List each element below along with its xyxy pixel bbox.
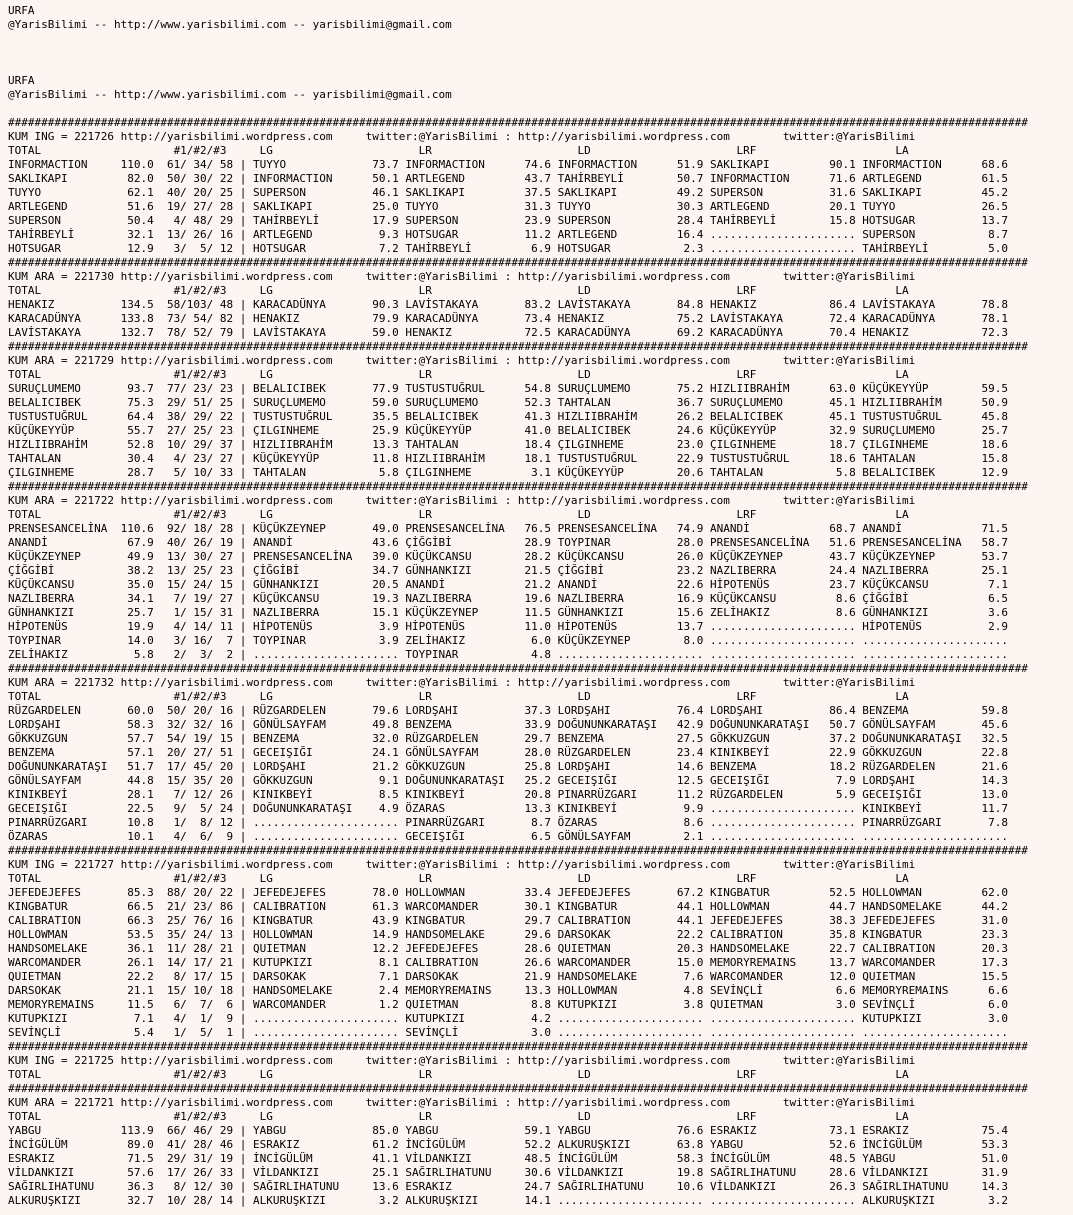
table-row: KINIKBEYİ 28.1 7/ 12/ 26 | KINIKBEYİ 8.5 KINIKBEYİ 20.8 PINARRÜZGARI 11.2 RÜZGARDELEN 5.9 GECEIŞIĞI 13.0 — [8, 788, 1009, 801]
blank-line — [8, 102, 1068, 116]
contact-line: @YarisBilimi -- http://www.yarisbilimi.com -- yarisbilimi@gmail.com — [8, 88, 452, 101]
table-row: SURUÇLUMEMO 93.7 77/ 23/ 23 | BELALICIBEK 77.9 TUSTUSTUĞRUL 54.8 SURUÇLUMEMO 75.2 HIZLIIBRAHİM 63.0 KÜÇÜKEYYÜP 59.5 — [8, 382, 1009, 395]
table-row: HIZLIIBRAHİM 52.8 10/ 29/ 37 | HIZLIIBRAHİM 13.3 TAHTALAN 18.4 ÇILGINHEME 23.0 ÇILGINHEME 18.7 ÇILGINHEME 18.6 — [8, 438, 1009, 451]
table-row: GÖKKUZGUN 57.7 54/ 19/ 15 | BENZEMA 32.0 RÜZGARDELEN 29.7 BENZEMA 27.5 GÖKKUZGUN 37.2 DOĞUNUNKARATAŞI 32.5 — [8, 732, 1009, 745]
column-header: TOTAL #1/#2/#3 LG LR LD LRF LA — [8, 508, 909, 521]
table-row: WARCOMANDER 26.1 14/ 17/ 21 | KUTUPKIZI 8.1 CALIBRATION 26.6 WARCOMANDER 15.0 MEMORYREMAINS 13.7 WARCOMANDER 17.3 — [8, 956, 1009, 969]
column-header: TOTAL #1/#2/#3 LG LR LD LRF LA — [8, 690, 909, 703]
table-row: INFORMACTION 110.0 61/ 34/ 58 | TUYYO 73.7 INFORMACTION 74.6 INFORMACTION 51.9 SAKLIKAPI 90.1 INFORMACTION 68.6 — [8, 158, 1009, 171]
column-header: TOTAL #1/#2/#3 LG LR LD LRF LA — [8, 1110, 909, 1123]
separator-line: ########################################################################################################################################################## — [8, 844, 1028, 857]
table-row: SAKLIKAPI 82.0 50/ 30/ 22 | INFORMACTION 50.1 ARTLEGEND 43.7 TAHİRBEYLİ 50.7 INFORMACTION 71.6 ARTLEGEND 61.5 — [8, 172, 1009, 185]
table-row: QUIETMAN 22.2 8/ 17/ 15 | DARSOKAK 7.1 DARSOKAK 21.9 HANDSOMELAKE 7.6 WARCOMANDER 12.0 QUIETMAN 15.5 — [8, 970, 1009, 983]
column-header: TOTAL #1/#2/#3 LG LR LD LRF LA — [8, 144, 909, 157]
results-document — [8, 4, 1068, 1208]
table-row: MEMORYREMAINS 11.5 6/ 7/ 6 | WARCOMANDER 1.2 QUIETMAN 8.8 KUTUPKIZI 3.8 QUIETMAN 3.0 SEVİNÇLİ 6.0 — [8, 998, 1009, 1011]
separator-line: ########################################################################################################################################################## — [8, 116, 1028, 129]
table-row: ARTLEGEND 51.6 19/ 27/ 28 | SAKLIKAPI 25.0 TUYYO 31.3 TUYYO 30.3 ARTLEGEND 20.1 TUYYO 26.5 — [8, 200, 1009, 213]
table-row: ÖZARAS 10.1 4/ 6/ 9 | ...................... GECEIŞIĞI 6.5 GÖNÜLSAYFAM 2.1 ...................... ...................... — [8, 830, 1009, 843]
table-row: TAHİRBEYLİ 32.1 13/ 26/ 16 | ARTLEGEND 9.3 HOTSUGAR 11.2 ARTLEGEND 16.4 ...................... SUPERSON 8.7 — [8, 228, 1009, 241]
hippodrome-title: URFA — [8, 74, 35, 87]
table-row: DOĞUNUNKARATAŞI 51.7 17/ 45/ 20 | LORDŞAHI 21.2 GÖKKUZGUN 25.8 LORDŞAHI 14.6 BENZEMA 18.2 RÜZGARDELEN 21.6 — [8, 760, 1009, 773]
table-row: HİPOTENÜS 19.9 4/ 14/ 11 | HİPOTENÜS 3.9 HİPOTENÜS 11.0 HİPOTENÜS 13.7 ...................... HİPOTENÜS 2.9 — [8, 620, 1009, 633]
table-row: HOLLOWMAN 53.5 35/ 24/ 13 | HOLLOWMAN 14.9 HANDSOMELAKE 29.6 DARSOKAK 22.2 CALIBRATION 35.8 KINGBATUR 23.3 — [8, 928, 1009, 941]
table-row: HOTSUGAR 12.9 3/ 5/ 12 | HOTSUGAR 7.2 TAHİRBEYLİ 6.9 HOTSUGAR 2.3 ...................... TAHİRBEYLİ 5.0 — [8, 242, 1009, 255]
table-row: İNCİGÜLÜM 89.0 41/ 28/ 46 | ESRAKIZ 61.2 İNCİGÜLÜM 52.2 ALKURUŞKIZI 63.8 YABGU 52.6 İNCİGÜLÜM 53.3 — [8, 1138, 1009, 1151]
table-row: ÇILGINHEME 28.7 5/ 10/ 33 | TAHTALAN 5.8 ÇILGINHEME 3.1 KÜÇÜKEYYÜP 20.6 TAHTALAN 5.8 BELALICIBEK 12.9 — [8, 466, 1009, 479]
contact-line: @YarisBilimi -- http://www.yarisbilimi.com -- yarisbilimi@gmail.com — [8, 18, 452, 31]
table-row: RÜZGARDELEN 60.0 50/ 20/ 16 | RÜZGARDELEN 79.6 LORDŞAHI 37.3 LORDŞAHI 76.4 LORDŞAHI 86.4 BENZEMA 59.8 — [8, 704, 1009, 717]
table-row: KARACADÜNYA 133.8 73/ 54/ 82 | HENAKIZ 79.9 KARACADÜNYA 73.4 HENAKIZ 75.2 LAVİSTAKAYA 72.4 KARACADÜNYA 78.1 — [8, 312, 1009, 325]
table-row: ZELİHAKIZ 5.8 2/ 3/ 2 | ...................... TOYPINAR 4.8 ...................... ...................... ...................... — [8, 648, 1009, 661]
column-header: TOTAL #1/#2/#3 LG LR LD LRF LA — [8, 872, 909, 885]
table-row: KÜÇÜKCANSU 35.0 15/ 24/ 15 | GÜNHANKIZI 20.5 ANANDİ 21.2 ANANDİ 22.6 HİPOTENÜS 23.7 KÜÇÜKCANSU 7.1 — [8, 578, 1009, 591]
race-header: KUM ING = 221726 http://yarisbilimi.wordpress.com twitter:@YarisBilimi : http://yarisbilimi.wordpress.com twitter:@YarisBilimi — [8, 130, 916, 143]
table-row: VİLDANKIZI 57.6 17/ 26/ 33 | VİLDANKIZI 25.1 SAĞIRLIHATUNU 30.6 VİLDANKIZI 19.8 SAĞIRLIHATUNU 28.6 VİLDANKIZI 31.9 — [8, 1166, 1009, 1179]
table-row: BELALICIBEK 75.3 29/ 51/ 25 | SURUÇLUMEMO 59.0 SURUÇLUMEMO 52.3 TAHTALAN 36.7 SURUÇLUMEMO 45.1 HIZLIIBRAHİM 50.9 — [8, 396, 1009, 409]
table-row: HENAKIZ 134.5 58/103/ 48 | KARACADÜNYA 90.3 LAVİSTAKAYA 83.2 LAVİSTAKAYA 84.8 HENAKIZ 86.4 LAVİSTAKAYA 78.8 — [8, 298, 1009, 311]
table-row: PRENSESANCELİNA 110.6 92/ 18/ 28 | KÜÇÜKZEYNEP 49.0 PRENSESANCELİNA 76.5 PRENSESANCELİNA 74.9 ANANDİ 68.7 ANANDİ 71.5 — [8, 522, 1009, 535]
table-row: TUSTUSTUĞRUL 64.4 38/ 29/ 22 | TUSTUSTUĞRUL 35.5 BELALICIBEK 41.3 HIZLIIBRAHİM 26.2 BELALICIBEK 45.1 TUSTUSTUĞRUL 45.8 — [8, 410, 1009, 423]
table-row: KÜÇÜKZEYNEP 49.9 13/ 30/ 27 | PRENSESANCELİNA 39.0 KÜÇÜKCANSU 28.2 KÜÇÜKCANSU 26.0 KÜÇÜKZEYNEP 43.7 KÜÇÜKZEYNEP 53.7 — [8, 550, 1009, 563]
hippodrome-title: URFA — [8, 4, 35, 17]
table-row: TOYPINAR 14.0 3/ 16/ 7 | TOYPINAR 3.9 ZELİHAKIZ 6.0 KÜÇÜKZEYNEP 8.0 ...................... ...................... — [8, 634, 1009, 647]
race-header: KUM ARA = 221722 http://yarisbilimi.wordpress.com twitter:@YarisBilimi : http://yarisbilimi.wordpress.com twitter:@YarisBilimi — [8, 494, 916, 507]
table-row: PINARRÜZGARI 10.8 1/ 8/ 12 | ...................... PINARRÜZGARI 8.7 ÖZARAS 8.6 ...................... PINARRÜZGARI 7.8 — [8, 816, 1009, 829]
table-row: YABGU 113.9 66/ 46/ 29 | YABGU 85.0 YABGU 59.1 YABGU 76.6 ESRAKIZ 73.1 ESRAKIZ 75.4 — [8, 1124, 1009, 1137]
table-row: LORDŞAHI 58.3 32/ 32/ 16 | GÖNÜLSAYFAM 49.8 BENZEMA 33.9 DOĞUNUNKARATAŞI 42.9 DOĞUNUNKARATAŞI 50.7 GÖNÜLSAYFAM 45.6 — [8, 718, 1009, 731]
separator-line: ########################################################################################################################################################## — [8, 662, 1028, 675]
table-row: KUTUPKIZI 7.1 4/ 1/ 9 | ...................... KUTUPKIZI 4.2 ...................... ...................... KUTUPKIZI 3.0 — [8, 1012, 1009, 1025]
table-row: JEFEDEJEFES 85.3 88/ 20/ 22 | JEFEDEJEFES 78.0 HOLLOWMAN 33.4 JEFEDEJEFES 67.2 KINGBATUR 52.5 HOLLOWMAN 62.0 — [8, 886, 1009, 899]
table-row: TAHTALAN 30.4 4/ 23/ 27 | KÜÇÜKEYYÜP 11.8 HIZLIIBRAHİM 18.1 TUSTUSTUĞRUL 22.9 TUSTUSTUĞRUL 18.6 TAHTALAN 15.8 — [8, 452, 1009, 465]
separator-line: ########################################################################################################################################################## — [8, 1082, 1028, 1095]
separator-line: ########################################################################################################################################################## — [8, 1040, 1028, 1053]
race-header: KUM ARA = 221729 http://yarisbilimi.wordpress.com twitter:@YarisBilimi : http://yarisbilimi.wordpress.com twitter:@YarisBilimi — [8, 354, 916, 367]
blank-line — [8, 46, 1068, 60]
table-row: ALKURUŞKIZI 32.7 10/ 28/ 14 | ALKURUŞKIZI 3.2 ALKURUŞKIZI 14.1 ...................... ...................... ALKURUŞKIZI 3.2 — [8, 1194, 1009, 1207]
race-header: KUM ING = 221727 http://yarisbilimi.wordpress.com twitter:@YarisBilimi : http://yarisbilimi.wordpress.com twitter:@YarisBilimi — [8, 858, 916, 871]
table-row: HANDSOMELAKE 36.1 11/ 28/ 21 | QUIETMAN 12.2 JEFEDEJEFES 28.6 QUIETMAN 20.3 HANDSOMELAKE 22.7 CALIBRATION 20.3 — [8, 942, 1009, 955]
race-header: KUM ARA = 221730 http://yarisbilimi.wordpress.com twitter:@YarisBilimi : http://yarisbilimi.wordpress.com twitter:@YarisBilimi — [8, 270, 916, 283]
table-row: TUYYO 62.1 40/ 20/ 25 | SUPERSON 46.1 SAKLIKAPI 37.5 SAKLIKAPI 49.2 SUPERSON 31.6 SAKLIKAPI 45.2 — [8, 186, 1009, 199]
table-row: SEVİNÇLİ 5.4 1/ 5/ 1 | ...................... SEVİNÇLİ 3.0 ...................... ...................... ...................... — [8, 1026, 1009, 1039]
table-row: NAZLIBERRA 34.1 7/ 19/ 27 | KÜÇÜKCANSU 19.3 NAZLIBERRA 19.6 NAZLIBERRA 16.9 KÜÇÜKCANSU 8.6 ÇİĞGİBİ 6.5 — [8, 592, 1009, 605]
table-row: ANANDİ 67.9 40/ 26/ 19 | ANANDİ 43.6 ÇİĞGİBİ 28.9 TOYPINAR 28.0 PRENSESANCELİNA 51.6 PRENSESANCELİNA 58.7 — [8, 536, 1009, 549]
table-row: ESRAKIZ 71.5 29/ 31/ 19 | İNCİGÜLÜM 41.1 VİLDANKIZI 48.5 İNCİGÜLÜM 58.3 İNCİGÜLÜM 48.5 YABGU 51.0 — [8, 1152, 1009, 1165]
race-header: KUM ARA = 221732 http://yarisbilimi.wordpress.com twitter:@YarisBilimi : http://yarisbilimi.wordpress.com twitter:@YarisBilimi — [8, 676, 916, 689]
column-header: TOTAL #1/#2/#3 LG LR LD LRF LA — [8, 284, 909, 297]
blank-line — [8, 60, 1068, 74]
separator-line: ########################################################################################################################################################## — [8, 340, 1028, 353]
table-row: SAĞIRLIHATUNU 36.3 8/ 12/ 30 | SAĞIRLIHATUNU 13.6 ESRAKIZ 24.7 SAĞIRLIHATUNU 10.6 VİLDANKIZI 26.3 SAĞIRLIHATUNU 14.3 — [8, 1180, 1009, 1193]
table-row: GÖNÜLSAYFAM 44.8 15/ 35/ 20 | GÖKKUZGUN 9.1 DOĞUNUNKARATAŞI 25.2 GECEIŞIĞI 12.5 GECEIŞIĞI 7.9 LORDŞAHI 14.3 — [8, 774, 1009, 787]
table-row: CALIBRATION 66.3 25/ 76/ 16 | KINGBATUR 43.9 KINGBATUR 29.7 CALIBRATION 44.1 JEFEDEJEFES 38.3 JEFEDEJEFES 31.0 — [8, 914, 1009, 927]
table-row: BENZEMA 57.1 20/ 27/ 51 | GECEIŞIĞI 24.1 GÖNÜLSAYFAM 28.0 RÜZGARDELEN 23.4 KINIKBEYİ 22.9 GÖKKUZGUN 22.8 — [8, 746, 1009, 759]
column-header: TOTAL #1/#2/#3 LG LR LD LRF LA — [8, 1068, 909, 1081]
separator-line: ########################################################################################################################################################## — [8, 256, 1028, 269]
race-header: KUM ING = 221725 http://yarisbilimi.wordpress.com twitter:@YarisBilimi : http://yarisbilimi.wordpress.com twitter:@YarisBilimi — [8, 1054, 916, 1067]
table-row: GECEIŞIĞI 22.5 9/ 5/ 24 | DOĞUNUNKARATAŞI 4.9 ÖZARAS 13.3 KINIKBEYİ 9.9 ...................... KINIKBEYİ 11.7 — [8, 802, 1009, 815]
blank-line — [8, 32, 1068, 46]
race-header: KUM ARA = 221721 http://yarisbilimi.wordpress.com twitter:@YarisBilimi : http://yarisbilimi.wordpress.com twitter:@YarisBilimi — [8, 1096, 916, 1109]
table-row: ÇİĞGİBİ 38.2 13/ 25/ 23 | ÇİĞGİBİ 34.7 GÜNHANKIZI 21.5 ÇİĞGİBİ 23.2 NAZLIBERRA 24.4 NAZLIBERRA 25.1 — [8, 564, 1009, 577]
table-row: KINGBATUR 66.5 21/ 23/ 86 | CALIBRATION 61.3 WARCOMANDER 30.1 KINGBATUR 44.1 HOLLOWMAN 44.7 HANDSOMELAKE 44.2 — [8, 900, 1009, 913]
table-row: SUPERSON 50.4 4/ 48/ 29 | TAHİRBEYLİ 17.9 SUPERSON 23.9 SUPERSON 28.4 TAHİRBEYLİ 15.8 HOTSUGAR 13.7 — [8, 214, 1009, 227]
table-row: LAVİSTAKAYA 132.7 78/ 52/ 79 | LAVİSTAKAYA 59.0 HENAKIZ 72.5 KARACADÜNYA 69.2 KARACADÜNYA 70.4 HENAKIZ 72.3 — [8, 326, 1009, 339]
table-row: KÜÇÜKEYYÜP 55.7 27/ 25/ 23 | ÇILGINHEME 25.9 KÜÇÜKEYYÜP 41.0 BELALICIBEK 24.6 KÜÇÜKEYYÜP 32.9 SURUÇLUMEMO 25.7 — [8, 424, 1009, 437]
table-row: DARSOKAK 21.1 15/ 10/ 18 | HANDSOMELAKE 2.4 MEMORYREMAINS 13.3 HOLLOWMAN 4.8 SEVİNÇLİ 6.6 MEMORYREMAINS 6.6 — [8, 984, 1009, 997]
table-row: GÜNHANKIZI 25.7 1/ 15/ 31 | NAZLIBERRA 15.1 KÜÇÜKZEYNEP 11.5 GÜNHANKIZI 15.6 ZELİHAKIZ 8.6 GÜNHANKIZI 3.6 — [8, 606, 1009, 619]
separator-line: ########################################################################################################################################################## — [8, 480, 1028, 493]
column-header: TOTAL #1/#2/#3 LG LR LD LRF LA — [8, 368, 909, 381]
